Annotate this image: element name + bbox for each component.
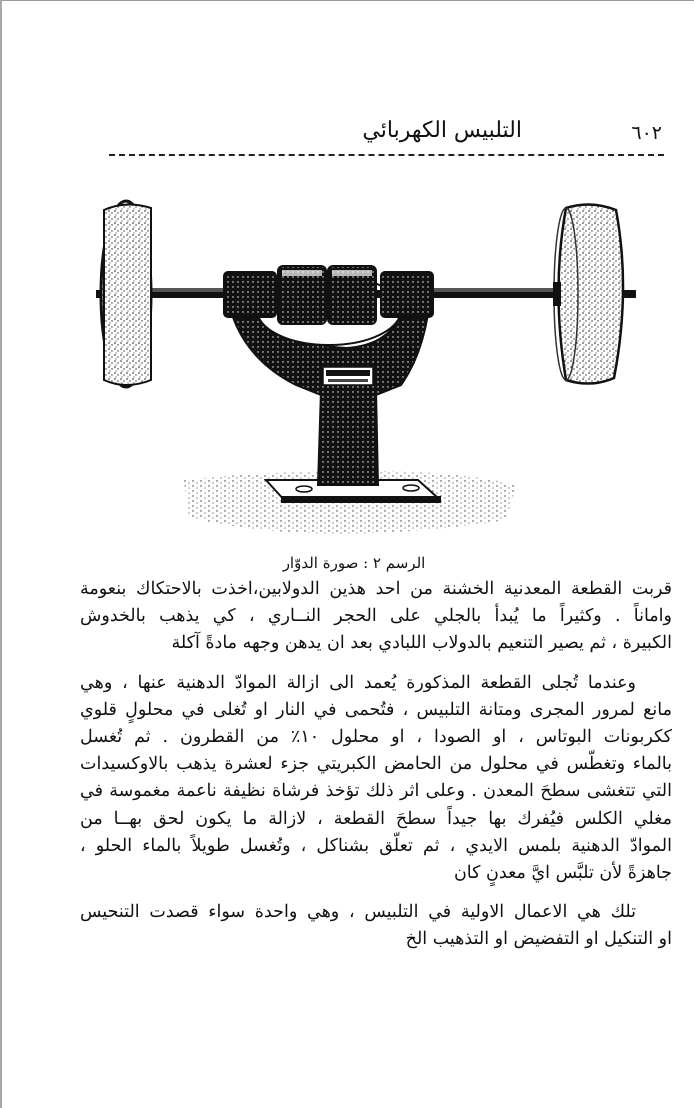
page-number: ٦٠٢	[631, 122, 662, 144]
text-line: بالماء وتغطّس في محلول من الحامض الكبريتي جزء لعشرة يذهب بالاوكسيدات	[80, 754, 672, 775]
text-line: تلك هي الاعمال الاولية في التلبيس ، وهي واحدة سواء قصدت التنحيس	[80, 902, 636, 923]
text-line: الكبيرة ، ثم يصير التنعيم بالدولاب اللبادي بعد ان يدهن وجهه مادةً آكلة	[171, 633, 672, 654]
scan-edge-left	[0, 0, 2, 1108]
book-page	[76, 118, 672, 954]
scan-edge-top	[0, 0, 694, 1]
text-line: وعندما تُجلى القطعة المذكورة يُعمد الى ازالة الموادّ الدهنية عنها ، وهي	[80, 672, 636, 693]
text-line: مانع لمرور المجرى ومتانة التلبيس ، فتُحمى في النار او تُغلى في محلولٍ قلوي	[80, 699, 672, 720]
text-line: الموادّ الدهنية بلمس الايدي ، ثم تعلّق بشناكل ، وتُغسل طويلاً بالماء الحلو ،	[80, 835, 672, 856]
header-rule	[109, 154, 664, 156]
text-line: واماناً . وكثيراً ما يُبدأ بالجلي على الحجر النــاري ، كي يذهب بالخدوش	[80, 606, 672, 627]
paragraph-2	[80, 670, 672, 888]
paragraph-1	[80, 576, 672, 658]
figure-grinder	[76, 180, 672, 546]
running-title: التلبيس الكهربائي	[362, 118, 522, 143]
text-line: ككربونات البوتاس ، او الصودا ، او محلول ١٠٪ من القطرون . ثم تُغسل	[80, 727, 672, 748]
text-line: التي تتغشى سطحَ المعدن . وعلى اثر ذلك تؤخذ فرشاة نظيفة ناعمة مغموسة في	[80, 781, 672, 802]
running-head	[76, 118, 672, 154]
text-line: مغلي الكلس فيُفرك بها جيداً سطحَ القطعة ، لازالة ما يكون لحق بهــا من	[80, 808, 672, 829]
body-text	[80, 576, 672, 954]
grinder-illustration	[96, 180, 636, 546]
text-line: قربت القطعة المعدنية الخشنة من احد هذين الدولابين،اخذت بالاحتكاك بنعومة	[80, 579, 672, 599]
text-line: جاهزةً لأن تلبَّس ايَّ معدنٍ كان	[453, 863, 672, 884]
text-line: او التنكيل او التفضيض او التذهيب الخ	[405, 929, 672, 950]
paragraph-3	[80, 899, 672, 953]
figure-caption: الرسم ٢ : صورة الدوّار	[282, 554, 426, 572]
